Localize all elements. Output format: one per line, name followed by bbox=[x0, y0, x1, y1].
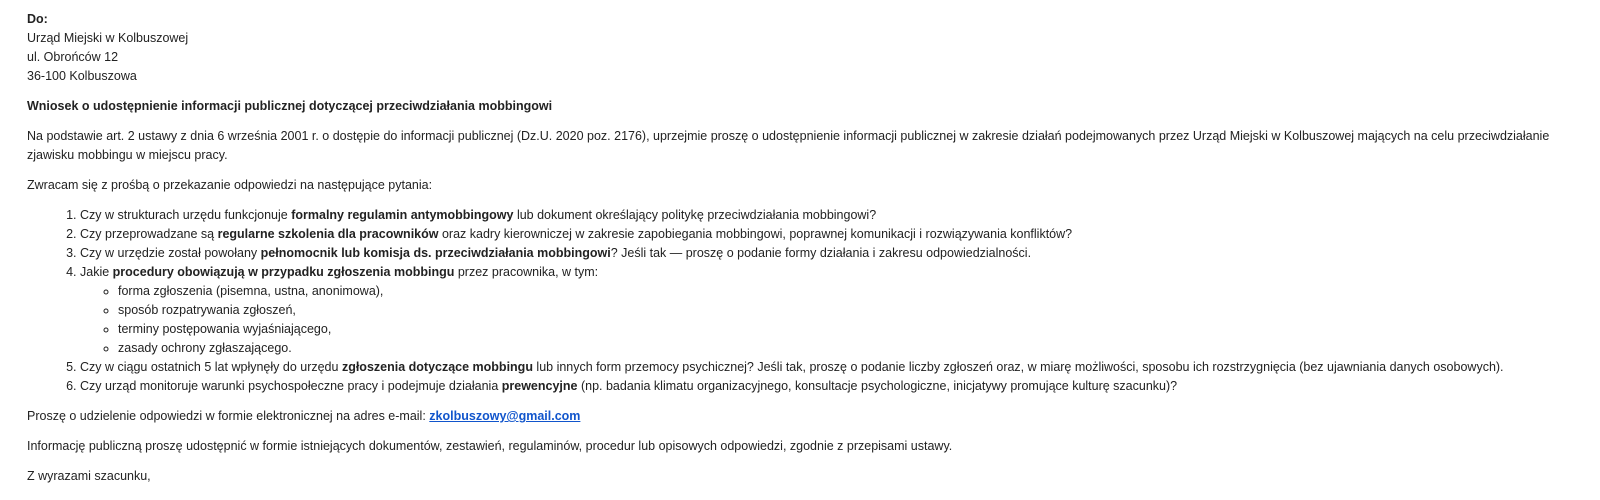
request-intro: Zwracam się z prośbą o przekazanie odpowiedzi na następujące pytania: bbox=[27, 178, 433, 192]
question-text: oraz kadry kierowniczej w zakresie zapobiegania mobbingowi, poprawnej komunikacji i rozwiązywania konfliktów? bbox=[438, 227, 1073, 241]
question-emphasis: zgłoszenia dotyczące mobbingu bbox=[341, 360, 533, 374]
question-emphasis: formalny regulamin antymobbingowy bbox=[291, 208, 514, 222]
question-emphasis: prewencyjne bbox=[501, 379, 578, 393]
recipient-line: 36-100 Kolbuszowa bbox=[27, 69, 137, 83]
sublist-item: ◦ terminy postępowania wyjaśniającego, bbox=[118, 320, 1560, 339]
reply-text: Proszę o udzielenie odpowiedzi w formie elektronicznej na adres e-mail: bbox=[27, 409, 430, 423]
question-text: Jakie bbox=[80, 265, 113, 279]
list-item bbox=[80, 358, 1560, 377]
question-text: Czy w ciągu ostatnich 5 lat wpłynęły do urzędu bbox=[80, 360, 342, 374]
question-text: Czy w strukturach urzędu funkcjonuje bbox=[80, 208, 292, 222]
recipient-label: Do: bbox=[27, 12, 48, 26]
question-emphasis: regularne szkolenia dla pracowników bbox=[217, 227, 439, 241]
list-item bbox=[80, 244, 1560, 263]
question-text: ? Jeśli tak — proszę o podanie formy działania i zakresu odpowiedzialności. bbox=[610, 246, 1032, 260]
list-item bbox=[80, 263, 1560, 358]
question-emphasis: pełnomocnik lub komisja ds. przeciwdziałania mobbingowi bbox=[260, 246, 611, 260]
sublist-item: ◦ sposób rozpatrywania zgłoszeń, bbox=[118, 301, 1560, 320]
format-note: Informację publiczną proszę udostępnić w formie istniejących dokumentów, zestawień, regulaminów, procedur lub opisowych odpowiedzi, zgodnie z przepisami ustawy. bbox=[27, 439, 953, 453]
sublist-item: ◦ forma zgłoszenia (pisemna, ustna, anonimowa), bbox=[118, 282, 1560, 301]
question-text: przez pracownika, w tym: bbox=[454, 265, 599, 279]
procedure-sublist bbox=[80, 282, 1560, 358]
question-text: (np. badania klimatu organizacyjnego, konsultacje psychologiczne, inicjatywy promujące kulturę szacunku)? bbox=[577, 379, 1178, 393]
list-item bbox=[80, 377, 1560, 396]
recipient-address bbox=[27, 10, 1560, 86]
letter-subject: Wniosek o udostępnienie informacji publicznej dotyczącej przeciwdziałania mobbingowi bbox=[27, 99, 553, 113]
closing-line: Z wyrazami szacunku, bbox=[27, 469, 151, 483]
question-emphasis: procedury obowiązują w przypadku zgłoszenia mobbingu bbox=[112, 265, 455, 279]
question-text: Czy urząd monitoruje warunki psychospołeczne pracy i podejmuje działania bbox=[80, 379, 502, 393]
recipient-line: ul. Obrońców 12 bbox=[27, 50, 119, 64]
question-text: Czy w urzędzie został powołany bbox=[80, 246, 261, 260]
list-item bbox=[80, 206, 1560, 225]
email-link[interactable]: zkolbuszowy@gmail.com bbox=[429, 409, 581, 423]
question-text: Czy przeprowadzane są bbox=[80, 227, 218, 241]
reply-request bbox=[27, 407, 1560, 426]
recipient-line: Urząd Miejski w Kolbuszowej bbox=[27, 31, 189, 45]
list-item bbox=[80, 225, 1560, 244]
sublist-item: ◦ zasady ochrony zgłaszającego. bbox=[118, 339, 1560, 358]
question-text: lub innych form przemocy psychicznej? Jeśli tak, proszę o podanie liczby zgłoszeń oraz, w miarę możliwości, sposobu ich rozstrzygnięcia (bez ujawniania danych osobowych). bbox=[532, 360, 1504, 374]
questions-list bbox=[27, 206, 1560, 396]
intro-paragraph: Na podstawie art. 2 ustawy z dnia 6 września 2001 r. o dostępie do informacji publicznej (Dz.U. 2020 poz. 2176), uprzejmie proszę o udostępnienie informacji publicznej w zakresie działań podejmowanych przez Urząd Miejski w Kolbuszowej mających na celu przeciwdziałanie zjawisku mobbingu w miejscu pracy. bbox=[27, 129, 1550, 162]
question-text: lub dokument określający politykę przeciwdziałania mobbingowi? bbox=[513, 208, 877, 222]
